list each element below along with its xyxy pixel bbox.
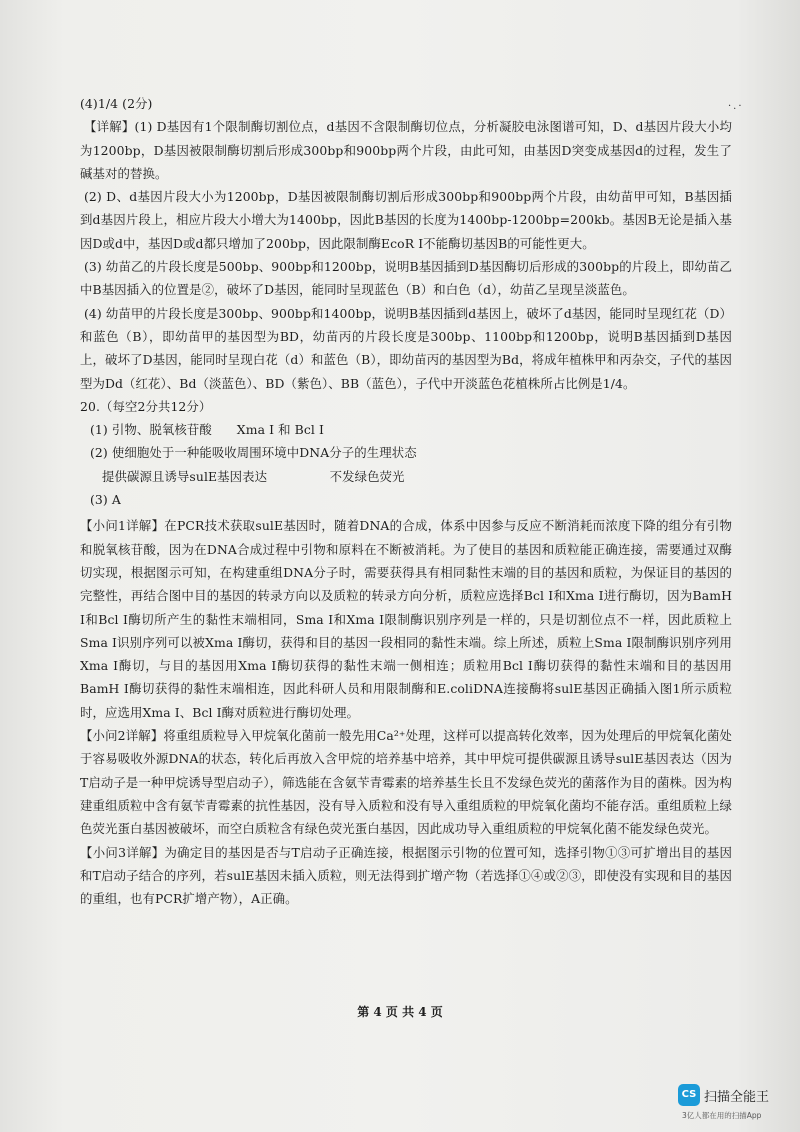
scanner-watermark — [678, 1080, 788, 1124]
explanation-4: (4) 幼苗甲的片段长度是300bp、900bp和1400bp，说明B基因插到d基因上，破坏了d基因，能同时呈现红花（D）和蓝色（B），即幼苗甲的基因型为BD，幼苗丙的片段长度是300bp、1100bp和1200bp，说明B基因插到D基因上，破坏了D基因，能同时呈现白花（d）和蓝色（B），即幼苗丙的基因型为Bd，将成年植株甲和丙杂交，子代的基因型为Dd（红花）、Bd（淡蓝色）、BD（紫色）、BB（蓝色），子代中开淡蓝色花植株所占比例是1/4。 — [80, 305, 732, 391]
page-footer: 第 4 页 共 4 页 — [357, 1005, 443, 1019]
question-20-heading: 20.（每空2分共12分） — [80, 398, 212, 414]
answer-20-1: (1) 引物、脱氧核苷酸 Xma I 和 Bcl I — [90, 422, 324, 438]
detail-q1: 【小问1详解】在PCR技术获取sulE基因时，随着DNA的合成，体系中因参与反应不断消耗而浓度下降的组分有引物和脱氧核苷酸，因为在DNA合成过程中引物和原料在不断被消耗。为了使目的基因和质粒能正确连接，需要通过双酶切实现，根据图示可知，在构建重组DNA分子时，需要获得具有相同黏性末端的目的基因和质粒，为保证目的基因的完整性，再结合图中目的基因的转录方向以及质粒的转录方向分析，质粒应选择Bcl I和Xma I进行酶切，因为BamH I和Bcl I酶切所产生的黏性末端相同，Sma I和Xma I限制酶识别序列是一样的，只是切割位点不一样，因此质粒上Sma I识别序列可以被Xma I酶切，获得和目的基因一段相同的黏性末端。综上所述，质粒上Sma I限制酶识别序列用Xma I酶切，与目的基因用Xma I酶切获得的黏性末端一侧相连；质粒用Bcl I酶切获得的黏性末端和目的基因用BamH I酶切获得的黏性末端相连，因此科研人员和用限制酶和E.coliDNA连接酶将sulE基因正确插入图1所示质粒时，应选用Xma I、Bcl I酶对质粒进行酶切处理。 — [80, 518, 732, 720]
answer-20-3: (3) A — [90, 492, 121, 508]
camscanner-logo-icon: CS — [678, 1084, 700, 1106]
detail-q2: 【小问2详解】将重组质粒导入甲烷氧化菌前一般先用Ca²⁺处理，这样可以提高转化效率，因为处理后的甲烷氧化菌处于容易吸收外源DNA的状态，转化后再放入含甲烷的培养基中培养，其中甲烷可提供碳源且诱导sulE基因表达（因为T启动子是一种甲烷诱导型启动子），筛选能在含氨苄青霉素的培养基生长且不发绿色荧光的菌落作为目的菌株。因为构建重组质粒中含有氨苄青霉素的抗性基因，没有导入质粒和没有导入重组质粒的甲烷氧化菌均不能存活。重组质粒上绿色荧光蛋白基因被破坏，而空白质粒含有绿色荧光蛋白基因，因此成功导入重组质粒的甲烷氧化菌不能发绿色荧光。 — [80, 728, 732, 837]
answer-q19-4: (4)1/4 (2分) — [80, 96, 153, 111]
answer-text — [80, 92, 732, 910]
answer-20-2-cont: 提供碳源且诱导sulE基因表达 不发绿色荧光 — [102, 468, 405, 484]
explanation-2: (2) D、d基因片段大小为1200bp，D基因被限制酶切割后形成300bp和900bp两个片段，由幼苗甲可知，B基因插到d基因片段上，相应片段大小增大为1400bp，因此B基因的长度为1400bp-1200bp=200kb。基因B无论是插入基因D或d中，基因D或d都只增加了200bp，因此限制酶EcoR I不能酶切基因B的可能性更大。 — [80, 189, 732, 251]
corner-marks: ·.· — [728, 101, 744, 112]
explanation-3: (3) 幼苗乙的片段长度是500bp、900bp和1200bp，说明B基因插到D基因酶切后形成的300bp的片段上，即幼苗乙中B基因插入的位置是②，破坏了D基因，能同时呈现蓝色（B）和白色（d），幼苗乙呈现呈淡蓝色。 — [80, 259, 732, 298]
watermark-title: 扫描全能王 — [704, 1090, 770, 1105]
answer-20-2: (2) 使细胞处于一种能吸收周围环境中DNA分子的生理状态 — [90, 445, 417, 461]
watermark-subtitle: 3亿人都在用的扫描App — [682, 1111, 762, 1120]
explanation-1: 【详解】(1) D基因有1个限制酶切割位点，d基因不含限制酶切位点，分析凝胶电泳图谱可知，D、d基因片段大小均为1200bp，D基因被限制酶切割后形成300bp和900bp两个片段，由此可知，由基因D突变成基因d的过程，发生了碱基对的替换。 — [80, 119, 732, 181]
detail-q3: 【小问3详解】为确定目的基因是否与T启动子正确连接，根据图示引物的位置可知，选择引物①③可扩增出目的基因和T启动子结合的序列，若sulE基因未插入质粒，则无法得到扩增产物（若选择①④或②③，即使没有实现和目的基因的重组，也有PCR扩增产物），A正确。 — [80, 844, 732, 907]
